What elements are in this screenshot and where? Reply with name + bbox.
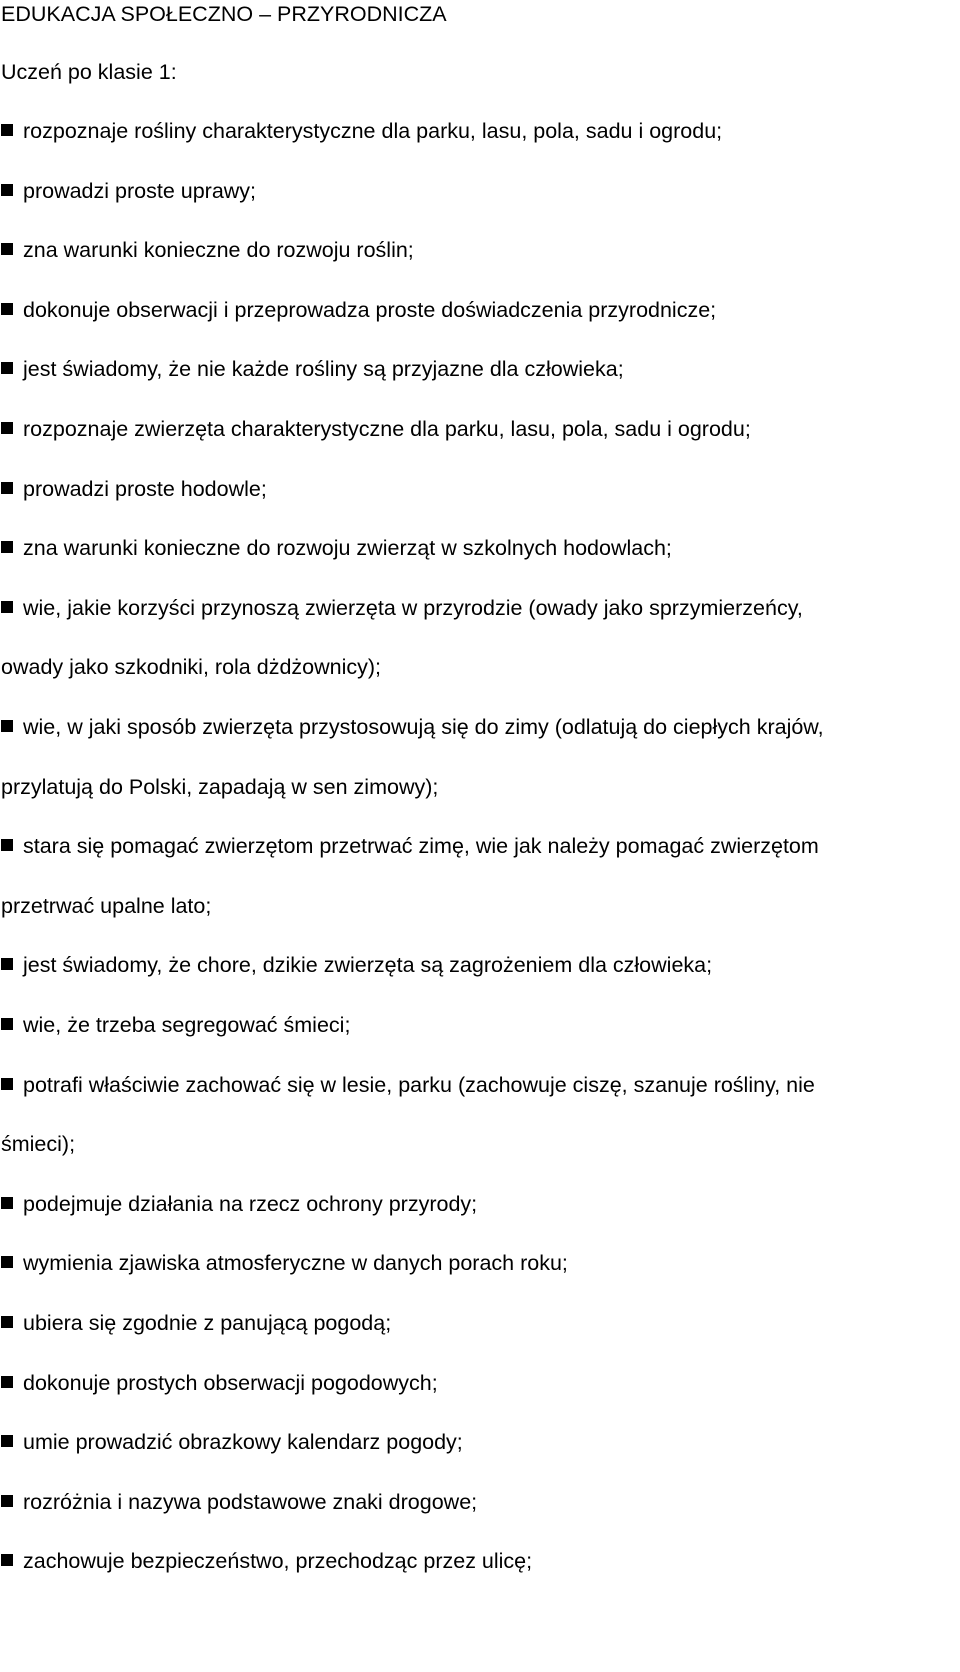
list-item-text: rozpoznaje zwierzęta charakterystyczne dla parku, lasu, pola, sadu i ogrodu;: [23, 417, 751, 441]
list-item-text: wymienia zjawiska atmosferyczne w danych porach roku;: [23, 1251, 568, 1275]
list-item: [1, 177, 256, 205]
square-bullet-icon: [1, 243, 13, 255]
square-bullet-icon: [1, 124, 13, 136]
list-item: [1, 415, 751, 443]
square-bullet-icon: [1, 184, 13, 196]
list-item-continuation: [1, 1130, 75, 1158]
list-item-continuation: [1, 892, 211, 920]
list-item-text: jest świadomy, że chore, dzikie zwierzęta są zagrożeniem dla człowieka;: [23, 953, 713, 977]
square-bullet-icon: [1, 1554, 13, 1566]
list-item-text: śmieci);: [1, 1132, 76, 1156]
list-item: [1, 1071, 815, 1099]
list-item: [1, 236, 414, 264]
square-bullet-icon: [1, 482, 13, 494]
square-bullet-icon: [1, 422, 13, 434]
document-title: EDUKACJA SPOŁECZNO – PRZYRODNICZA: [1, 2, 447, 26]
square-bullet-icon: [1, 839, 13, 851]
square-bullet-icon: [1, 303, 13, 315]
square-bullet-icon: [1, 601, 13, 613]
list-item-text: ubiera się zgodnie z panującą pogodą;: [23, 1311, 392, 1335]
list-item-text: wie, że trzeba segregować śmieci;: [23, 1013, 351, 1037]
list-item: [1, 475, 267, 503]
list-item-text: rozpoznaje rośliny charakterystyczne dla parku, lasu, pola, sadu i ogrodu;: [23, 119, 723, 143]
list-item-text: rozróżnia i nazywa podstawowe znaki drogowe;: [23, 1490, 478, 1514]
square-bullet-icon: [1, 1256, 13, 1268]
list-item-text: wie, jakie korzyści przynoszą zwierzęta w przyrodzie (owady jako sprzymierzeńcy,: [23, 596, 803, 620]
list-item: [1, 296, 716, 324]
list-item: [1, 1249, 568, 1277]
list-item-continuation: [1, 653, 381, 681]
list-item: [1, 594, 803, 622]
list-item: [1, 355, 624, 383]
list-item-text: przetrwać upalne lato;: [1, 894, 212, 918]
list-item-text: przylatują do Polski, zapadają w sen zimowy);: [1, 775, 439, 799]
list-item-text: prowadzi proste hodowle;: [23, 477, 267, 501]
list-item-text: dokonuje obserwacji i przeprowadza proste doświadczenia przyrodnicze;: [23, 298, 717, 322]
list-item: [1, 1547, 532, 1575]
square-bullet-icon: [1, 1197, 13, 1209]
list-item: [1, 1309, 391, 1337]
square-bullet-icon: [1, 541, 13, 553]
list-item: [1, 713, 824, 741]
square-bullet-icon: [1, 958, 13, 970]
list-item-text: zachowuje bezpieczeństwo, przechodząc przez ulicę;: [23, 1549, 533, 1573]
list-item-text: stara się pomagać zwierzętom przetrwać zimę, wie jak należy pomagać zwierzętom: [23, 834, 819, 858]
square-bullet-icon: [1, 1316, 13, 1328]
list-item-text: jest świadomy, że nie każde rośliny są przyjazne dla człowieka;: [23, 357, 624, 381]
square-bullet-icon: [1, 720, 13, 732]
list-item-text: dokonuje prostych obserwacji pogodowych;: [23, 1371, 438, 1395]
list-item: [1, 832, 819, 860]
list-item: [1, 951, 712, 979]
square-bullet-icon: [1, 362, 13, 374]
list-item-continuation: [1, 773, 438, 801]
list-item-text: potrafi właściwie zachować się w lesie, parku (zachowuje ciszę, szanuje rośliny, nie: [23, 1073, 815, 1097]
list-item-text: podejmuje działania na rzecz ochrony przyrody;: [23, 1192, 478, 1216]
list-item-text: prowadzi proste uprawy;: [23, 179, 257, 203]
square-bullet-icon: [1, 1078, 13, 1090]
square-bullet-icon: [1, 1376, 13, 1388]
list-item: [1, 534, 672, 562]
list-item-text: zna warunki konieczne do rozwoju zwierząt w szkolnych hodowlach;: [23, 536, 672, 560]
list-item: [1, 1488, 477, 1516]
list-item: [1, 1190, 477, 1218]
list-item-text: owady jako szkodniki, rola dżdżownicy);: [1, 655, 381, 679]
list-item: [1, 1369, 438, 1397]
list-item-text: wie, w jaki sposób zwierzęta przystosowują się do zimy (odlatują do ciepłych krajów,: [23, 715, 824, 739]
list-item-text: umie prowadzić obrazkowy kalendarz pogody;: [23, 1430, 463, 1454]
list-item: [1, 1428, 463, 1456]
list-item-text: zna warunki konieczne do rozwoju roślin;: [23, 238, 414, 262]
square-bullet-icon: [1, 1435, 13, 1447]
list-item: [1, 1011, 350, 1039]
document-intro: Uczeń po klasie 1:: [1, 60, 177, 84]
list-item: [1, 117, 722, 145]
square-bullet-icon: [1, 1495, 13, 1507]
square-bullet-icon: [1, 1018, 13, 1030]
